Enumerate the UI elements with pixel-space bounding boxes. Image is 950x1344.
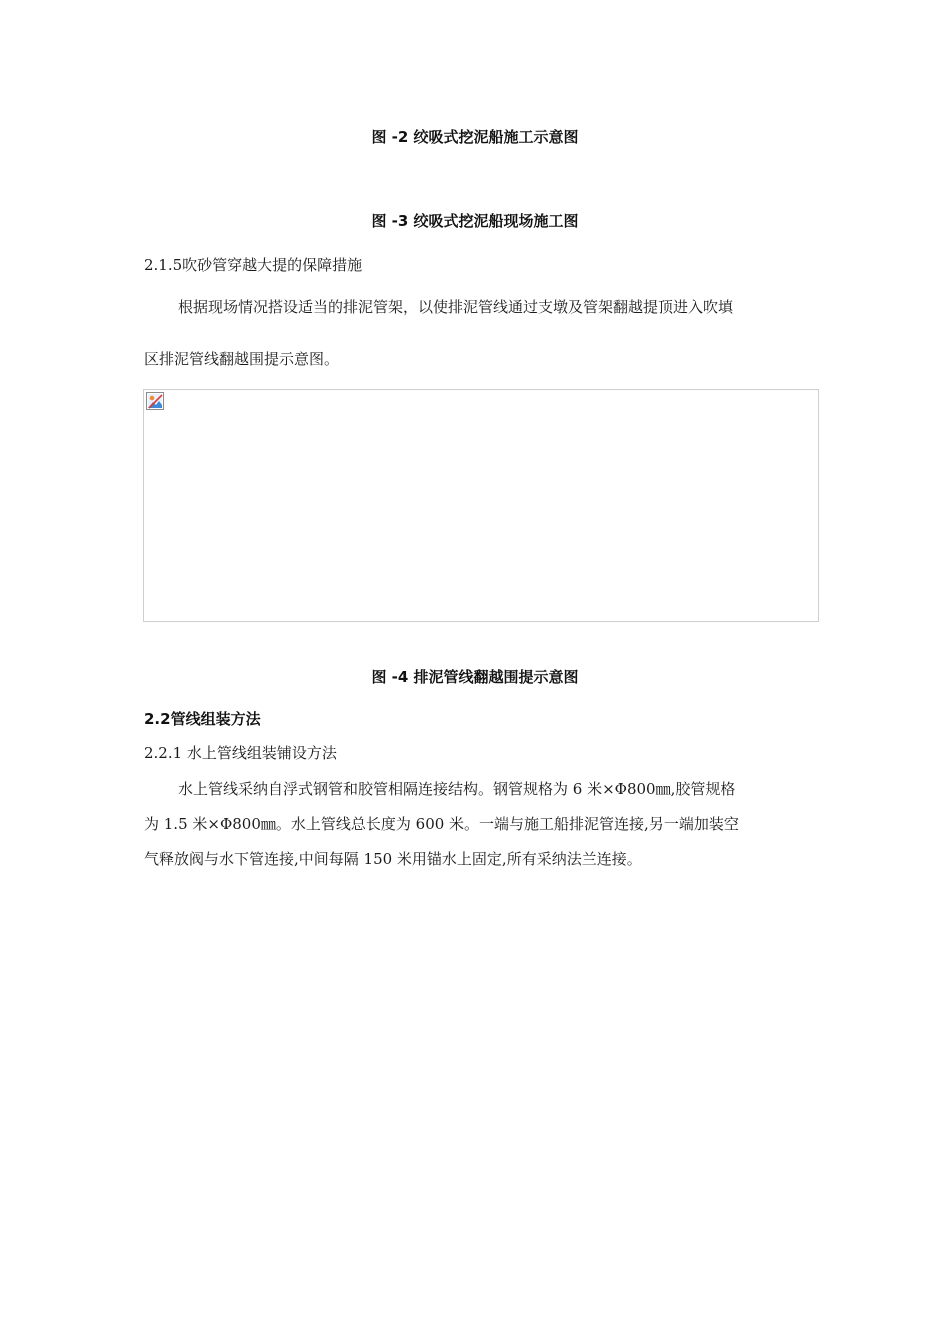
section-2-1-5-paragraph-line1: 根据现场情况搭设适当的排泥管架，以使排泥管线通过支墩及管架翻越提顶进入吹填 [178,298,734,316]
section-2-1-5-heading: 2.1.5吹砂管穿越大提的保障措施 [144,256,363,274]
section-2-2-1-paragraph-line1: 水上管线采纳自浮式钢管和胶管相隔连接结构。钢管规格为 6 米×Φ800㎜,胶管规格 [178,780,736,798]
figure-2-caption: 图 -2 绞吸式挖泥船施工示意图 [371,128,579,146]
section-2-2-heading: 2.2管线组装方法 [144,710,261,728]
section-2-2-1-paragraph-line2: 为 1.5 米×Φ800㎜。水上管线总长度为 600 米。一端与施工船排泥管连接,另一端加装空 [144,815,739,833]
broken-image-icon [146,392,164,410]
section-2-1-5-paragraph-line2: 区排泥管线翻越围提示意图。 [144,350,340,368]
figure-3-caption: 图 -3 绞吸式挖泥船现场施工图 [371,212,579,230]
figure-4-caption: 图 -4 排泥管线翻越围提示意图 [371,668,579,686]
section-2-2-1-heading: 2.2.1 水上管线组装铺设方法 [144,744,337,762]
section-2-2-1-paragraph-line3: 气释放阀与水下管连接,中间每隔 150 米用锚水上固定,所有采纳法兰连接。 [144,850,642,868]
figure-4-image-placeholder [143,389,819,622]
